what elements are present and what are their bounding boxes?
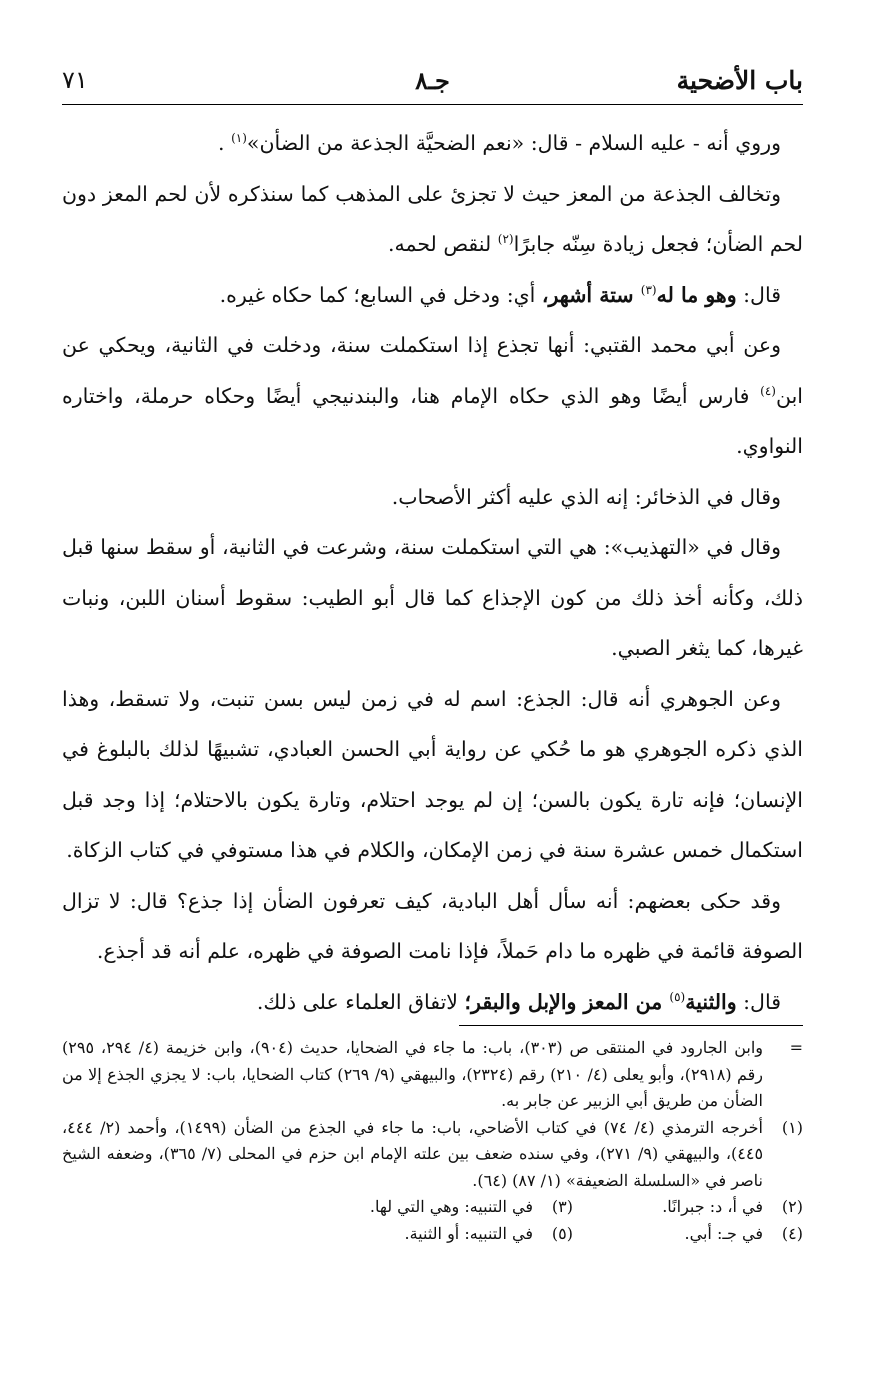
matn-quote: وهو ما له xyxy=(656,282,737,307)
footnote-ref: (١) xyxy=(231,131,247,146)
footnote-ref: (٣) xyxy=(640,282,657,297)
volume-label: جـ٨ xyxy=(415,65,450,95)
footnotes xyxy=(62,1035,803,1247)
matn-quote: من المعز والإبل والبقر؛ xyxy=(464,989,670,1014)
running-header xyxy=(62,60,803,100)
footnote-5: (٥) في التنبيه: أو الثنية. xyxy=(404,1223,573,1243)
paragraph: وقال في «التهذيب»: هي التي استكملت سنة، وشرعت في الثانية، أو سقط سنها قبل ذلك، وكأنه أخذ ذلك من كون الإجذاع كما قال أبو الطيب: سقوط أسنان اللبن، ونبات غيرها، كما يثغر الصبي. xyxy=(62,535,803,660)
footnotes-4-5 xyxy=(62,1221,803,1248)
footnote-continuation: = وابن الجارود في المنتقى ص (٣٠٣)، باب: ما جاء في الضحايا، حديث (٩٠٤)، وابن خزيمة (٤/ ٢٩٤، ٢٩٥) رقم (٢٩١٨)، وأبو يعلى (٤/ ٢١٠) رقم (٢٣٢٤)، والبيهقي (٩/ ٢٦٩) كتاب الضحايا، باب: لا يجزي الجذع إلا من الضأن من طريق أبي الزبير عن جابر به. xyxy=(62,1038,803,1110)
paragraph: وعن الجوهري أنه قال: الجذع: اسم له في زمن ليس بسن تنبت، ولا تسقط، وهذا الذي ذكره الجوهري هو ما حُكي عن رواية أبي الحسن العبادي، تشبيهًا لذلك بالبلوغ في الإنسان؛ فإنه تارة يكون بالسن؛ إن لم يوجد احتلام، وتارة يكون بالاحتلام؛ إذا وجد قبل استكمال خمس عشرة سنة في زمن الإمكان، والكلام في هذا مستوفي في كتاب الزكاة. xyxy=(62,686,803,862)
footnote-4: (٤) في جـ: أبي. xyxy=(684,1223,803,1243)
paragraph: وتخالف الجذعة من المعز حيث لا تجزئ على المذهب كما سنذكره لأن لحم المعز دون لحم الضأن؛ فجعل زيادة سِنّه جابرًا$^{(٢)}$ لنقص لحمه. xyxy=(62,181,803,256)
footnote-2: (٢) في أ، د: جبرانًا. xyxy=(662,1197,803,1216)
footnote-ref: (٥) xyxy=(669,989,686,1004)
paragraph: قال: والثنية$^{(٥)}$ من المعز والإبل والبقر؛ لاتفاق العلماء على ذلك. xyxy=(256,989,781,1014)
matn-quote: ستة أشهر، xyxy=(541,282,641,307)
paragraph: قال: وهو ما له$^{(٣)}$ ستة أشهر، أي: ودخل في السابع؛ كما حكاه غيره. xyxy=(219,282,781,307)
paragraph: وعن أبي محمد القتبي: أنها تجذع إذا استكملت سنة، ودخلت في الثانية، ويحكي عن ابن$^{(٤)}$ فارس أيضًا وهو الذي حكاه الإمام هنا، والبندنيجي أيضًا وحكاه حرملة، واختاره النواوي. xyxy=(62,333,803,458)
chapter-title: باب الأضحية xyxy=(676,65,803,95)
footnote-1: (١) أخرجه الترمذي (٤/ ٧٤) في كتاب الأضاحي، باب: ما جاء في الجذع من الضأن (١٤٩٩)، وأحمد (٢/ ٤٤٤، ٤٤٥)، والبيهقي (٩/ ٢٧١)، وفي سنده ضعف بين علته الإمام ابن حزم في المحلى (٧/ ٣٦٥)، وضعفه الشيخ ناصر في «السلسلة الضعيفة» (١/ ٨٧) (٦٤). xyxy=(62,1117,803,1190)
header-rule xyxy=(62,104,803,105)
page-number: ٧١ xyxy=(62,66,88,94)
main-text xyxy=(62,118,803,1027)
footnotes-2-3 xyxy=(62,1194,803,1221)
paragraph: وقد حكى بعضهم: أنه سأل أهل البادية، كيف تعرفون الضأن إذا جذع؟ قال: لا تزال الصوفة قائمة في ظهره ما دام حَملاً، فإذا نامت الصوفة في ظهره، علم أنه قد أجذع. xyxy=(62,888,803,963)
footnote-ref: (٤) xyxy=(760,383,776,398)
footnote-separator xyxy=(459,1025,803,1026)
footnote-ref: (٢) xyxy=(497,232,514,247)
matn-quote: والثنية xyxy=(685,989,737,1014)
paragraph: وروي أنه - عليه السلام - قال: «نعم الضحيَّة الجذعة من الضأن»$^{(١)}$ . xyxy=(218,131,781,155)
paragraph: وقال في الذخائر: إنه الذي عليه أكثر الأصحاب. xyxy=(391,484,781,509)
footnote-3: (٣) في التنبيه: وهي التي لها. xyxy=(369,1197,573,1216)
